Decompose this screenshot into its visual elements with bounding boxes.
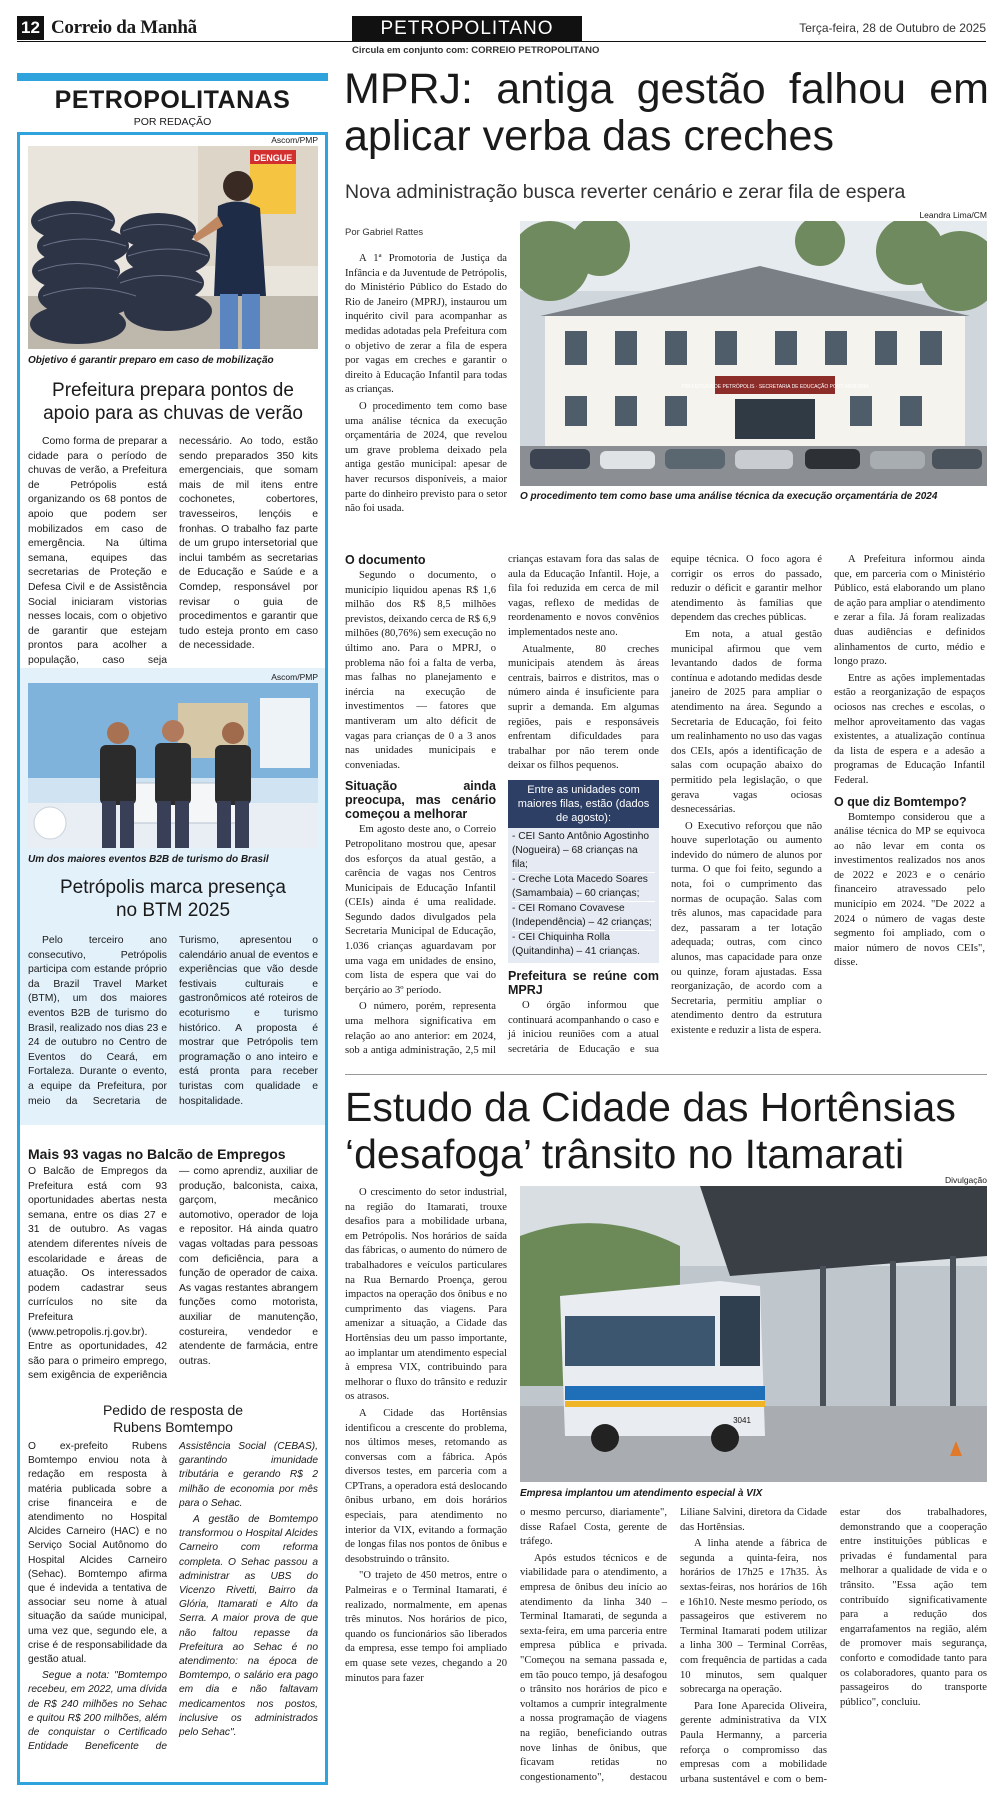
bus-number: 3041: [733, 1416, 751, 1425]
paragraph: Como forma de preparar a cidade para o período de chuvas de verão, a Prefeitura de Petrópolis está organizando os 68 pontos de apoio que podem ser mobilizados em caso de emergência. Na última semana, equipes das secretarias de Proteção e Defesa Civil e de Assistência Social iniciaram vistorias nesses locais, com o objetivo de garantir que estejam prontos para acolher a população, caso seja necessário. Ao todo, estão sendo preparados 350 kits emergenciais, que somam mais de mil itens entre cochonetes, cobertores, travesseiros, lençóis e fronhas. O trabalho faz parte de um grupo intersetorial que inclui também as secretarias de Educação e Saúde e a Comdep, responsável por revisar o guia de procedimentos e garantir que tudo esteja pronto em caso de necessidade.: [28, 436, 318, 666]
photo-credit: Divulgação: [944, 1175, 987, 1185]
photo-btm-stand: [28, 683, 318, 848]
paragraph: Bomtempo considerou que a análise técnica do MP se equivoca ao não levar em conta os investimentos realizados nos anos de 2022 e 2023 e o cenário financeiro atravessado pelo município em 2024. "De 2022 a 2024 o número de vagas deste segmento foi ampliado, com o maior número de novos CEIs", disse.: [834, 811, 985, 969]
photo-caption: Empresa implantou um atendimento especial à VIX: [520, 1488, 763, 1499]
paragraph: O órgão informou que continuará acompanhando o caso e já iniciou reuniões com a atual secretária de Educação e sua equipe técnica. O foco agora é corrigir os erros do passado, reduzir o déficit e garantir melhor atendimento às famílias que dependem das creches públicas.: [508, 554, 822, 1055]
paragraph: O número, porém, representa uma melhora significativa em relação ao ano anterior: em 2024, sob a antiga administração, 2,5 mil crianças estavam fora das salas de aula da Educação Infantil. Hoje, a fila foi reduzida em cerca de mil vagas, reflexo de medidas de reordenamento e novos convênios implementados neste ano.: [345, 554, 659, 1057]
photo-bus-terminal: [520, 1186, 987, 1482]
paragraph: O Executivo reforçou que não houve superlotação ou aumento indevido do número de alunos por turma. O que foi feito, segundo a nota, foi o cumprimento das normas de ocupação. Salas com três alunos, mas capacidade para dez, passaram a ter lotação adequada; outras, com cinco alunos, mas capacidade para onze ou quinze, foram ajustadas. Essa reorganização, de acordo com a Secretaria, permitiu ampliar o atendimento dentro da estrutura existente e reduzir a lista de espera.: [671, 820, 822, 1036]
story-body: [28, 1165, 318, 1384]
education-building-illustration: [520, 221, 987, 486]
sidebar-story-rain: [28, 135, 318, 666]
page-number: 12: [17, 16, 44, 40]
paragraph: O ex-prefeito Rubens Bomtempo enviou nota à redação em resposta à matéria publicada sobre a crise financeira e de atendimento no Hospital Alcides Carneiro (HAC) e no Serviço Social Autônomo do Hospital Alcides Carneiro (Sehac). Bomtempo afirma que é indevida a tentativa de associar seu nome à atual situação da saúde municipal, uma vez que, segundo ele, a crise é de responsabilidade da gestão atual.: [28, 1441, 167, 1666]
circulation-note: Circula em conjunto com: CORREIO PETROPOLITANO: [352, 45, 600, 56]
story-body: [28, 1440, 318, 1754]
main-article-body: [345, 553, 985, 1066]
paragraph: Entre as ações implementadas estão a reorganização de espaços ociosos nas creches e escolas, o melhor aproveitamento das vagas existentes, a atualização contínua da lista de espera e a adesão a programas de Educação Infantil Federal.: [834, 672, 985, 786]
main-byline: Por Gabriel Rattes: [345, 227, 424, 238]
paragraph: A gestão de Bomtempo transformou o Hospital Alcides Carneiro com reforma completa. O Sehac passou a administrar as UBS do Vicenzo Rivetti, Bairro da Glória, Itamarati e Alto da Serra. A maior prova de que não faltou repasse da Prefeitura ao Sehac é no atendimento: na época de Bomtempo, o salário era pago em dia e não faltavam medicamentos nos postos, inclusive os administrados pelo Sehac".: [179, 1514, 318, 1739]
info-box: [508, 780, 659, 963]
paragraph: Após estudos técnicos e de viabilidade para o atendimento, a empresa de ônibus deu início ao atendimento da linha 340 – Terminal Itamarati, de segunda a sexta-feira, em uma parceria entre empresa pública e privada. "Começou na semana passada e, em tão pouco tempo, já desafogou o trânsito nos horários de pico e voltamos a cumprir integralmente a nossa programação de viagens na região, beneficiando outras nove linhas de ônibus, que ficavam retidas no congestionamento", destacou Liliane Salvini, diretora da Cidade das Hortênsias.: [520, 1507, 827, 1783]
main-subheadline: Nova administração busca reverter cenário e zerar fila de espera: [345, 181, 906, 203]
paragraph: o mesmo percurso, diariamente", disse Rafael Costa, gerente de tráfego.: [520, 1507, 667, 1548]
story-headline: Petrópolis marca presença no BTM 2025: [60, 877, 286, 921]
paragraph: Pelo terceiro ano consecutivo, Petrópolis participa com estande próprio da Brazil Travel Market (BTM), um dos maiores eventos B2B de turismo do Brasil, realizado nos dias 23 e 24 de outubro no Centro de Eventos do Ceará, em Fortaleza. Durante o evento, a equipe da Prefeitura, por meio da Secretaria de Turismo, apresentou o calendário anual de eventos e experiências que vão desde festivais culturais e gastronômicos até roteiros de ecoturismo e turismo histórico. A proposta é mostrar que Petrópolis tem programação o ano inteiro e está pronta para receber turistas com qualidade e hospitalidade.: [28, 935, 318, 1107]
paragraph: A 1ª Promotoria de Justiça da Infância e da Juventude de Petrópolis, do Ministério Público do Estado do Rio de Janeiro (MPRJ), instaurou um inquérito civil para acompanhar as medidas adotadas pela Prefeitura com o objetivo de zerar a fila de espera por vagas em creches e garantir o direito à Educação Infantil para todas as crianças.: [345, 253, 507, 396]
paragraph: Atualmente, 80 creches municipais atendem às áreas centrais, bairros e distritos, mas o número ainda é insuficiente para suprir a demanda. Em algumas regiões, pais e responsáveis enfrentam dificuldades para trabalhar por não terem onde deixar os filhos pequenos.: [508, 643, 659, 772]
section-subhead: O que diz Bomtempo?: [834, 794, 967, 809]
header-rule: [17, 41, 986, 42]
paragraph: O crescimento do setor industrial, na região do Itamarati, trouxe desafios para a mobilidade urbana, em Petrópolis. Nos horários de saída das fábricas, o aumento do número de trabalhadores e veículos particulares na Rua Bernardo Proença, gerou impactos na operação dos ônibus e no cumprimento das viagens. Para amenizar a situação, a Cidade das Hortênsias deu um passo importante, ao implantar um atendimento especial à empresa VIX, contribuindo para melhorar o fluxo do trânsito e reduzir os atrasos.: [345, 1187, 507, 1403]
second-lead-column: [345, 1186, 507, 1786]
paragraph: A Cidade das Hortênsias identificou a crescente do problema, nos últimos meses, retomando as conversas com a fábrica. Após diversos testes, em parceria com a CPTrans, a operadora está deslocando ônibus urbano, em dois horários especiais, para atendimento no interior da VIX, evitando a formação de longas filas nos pontos de ônibus e desobstruindo o trânsito.: [345, 1407, 507, 1565]
section-subhead: Situação ainda preocupa, mas cenário começou a melhorar: [345, 779, 496, 822]
info-box-item: - Creche Lota Macedo Soares (Samambaia) – 60 crianças;: [512, 873, 655, 902]
sidebar-story-jobs: [28, 1146, 318, 1386]
story-body: [28, 435, 318, 669]
page-header: [17, 16, 986, 56]
btm-stand-illustration: [28, 683, 318, 848]
poster-text: DENGUE: [253, 153, 293, 163]
paragraph: Para Ione Aparecida Oliveira, gerente administrativa da VIX Paula Hermanny, a parceria reforça o compromisso das empresas com a mobilidade urbana sustentável e com o bem-estar dos trabalhadores, demonstrando que a cooperação entre instituições públicas e privadas é fundamental para melhorar a qualidade de vida e o trânsito. "Essa ação tem contribuído significativamente para a redução dos engarrafamentos na região, além de promover mais segurança, conforto e comodidade tanto para os colaboradores, quanto para os passageiros do transporte público", concluiu.: [680, 1507, 987, 1785]
second-headline: Estudo da Cidade das Hortênsias ‘desafoga’ trânsito no Itamarati: [345, 1084, 956, 1177]
second-article-body: [520, 1506, 987, 1791]
paragraph: "O trajeto de 450 metros, entre o Palmeiras e o Terminal Itamarati, é realizado, normalmente, em apenas três minutos. Nos horários de pico, quando os funcionários são liberados da empresa, esse tempo foi ampliado em quase sete vezes, chegando a 20 minutos para fazer: [345, 1570, 507, 1684]
section-subhead: O documento: [345, 553, 426, 567]
photo-caption: Um dos maiores eventos B2B de turismo do Brasil: [28, 854, 269, 865]
story-headline: Pedido de resposta de Rubens Bomtempo: [102, 1402, 244, 1435]
paragraph: Segundo o documento, o município liquidou apenas R$ 1,6 milhão dos R$ 8,5 milhões previstos, deixando cerca de R$ 6,9 milhões (80,76%) sem execução no último ano. Para o MPRJ, o problema não foi a falta de verba, mas falhas no planejamento e inércia na execução de investimentos — fatores que mantiveram um alto déficit de vagas para crianças de 0 a 3 anos nas unidades municipais e conveniadas.: [345, 570, 496, 771]
people-figures: [100, 720, 251, 848]
sidebar-story-btm-content: [28, 672, 318, 1122]
info-box-title: Entre as unidades com maiores filas, estão (dados de agosto):: [508, 780, 659, 828]
main-lead-column: [345, 252, 507, 542]
photo-emergency-kits: [28, 146, 318, 349]
main-headline: MPRJ: antiga gestão falhou em aplicar verba das creches: [344, 65, 989, 160]
paragraph: O procedimento tem como base uma análise técnica da execução orçamentária de 2024, que revelou um grave problema deixado pela antiga gestão municipal: apesar de haver recursos disponíveis, a maior parte do dinheiro previsto para o setor não foi usada.: [345, 400, 507, 515]
bus-terminal-illustration: [520, 1186, 987, 1482]
emergency-kits-illustration: [28, 146, 318, 349]
paragraph: A Prefeitura informou ainda que, em parceria com o Ministério Público, está elaborando um plano de ação para ampliar o atendimento e zerar a fila. Já foram realizadas duas audiências e definidos alinhamentos de curto, médio e longo prazo.: [834, 554, 985, 668]
paragraph: Segue a nota: "Bomtempo recebeu, em 2022, uma dívida de R$ 240 milhões no Sehac e quitou R$ 200 milhões, além de conquistar o Certificado Entidade Beneficente de Assistência Social (CEBAS), garantindo imunidade tributária e gerando R$ 2 milhão de economia por mês para o Sehac.: [28, 1441, 318, 1753]
sidebar-title: PETROPOLITANAS: [54, 86, 291, 114]
building-sign-text: PREFEITURA DE PETRÓPOLIS · SECRETARIA DE EDUCAÇÃO PORT MEMÓRIA: [681, 384, 869, 390]
paragraph: Em nota, a atual gestão municipal afirmou que vem levantando dados de forma contínua e adotando medidas desde janeiro de 2025 para ampliar o atendimento na área. Segundo a Secretaria de Educação, foi feito um realinhamento no uso das vagas dos CEIs, após a identificação de salas com ocupação abaixo do permitido pela legislação, o que gerava vagas ociosas desnecessárias.: [671, 628, 822, 816]
city-bus: [560, 1281, 765, 1452]
sidebar-top-bar: [17, 73, 328, 81]
sidebar-story-bomtempo: [28, 1402, 318, 1780]
photo-caption: O procedimento tem como base uma análise técnica da execução orçamentária de 2024: [520, 491, 938, 502]
info-box-item: - CEI Romano Covavese (Independência) – 42 crianças;: [512, 902, 655, 931]
paragraph: Em agosto deste ano, o Correio Petropolitano mostrou que, apesar dos esforços da atual gestão, a carência de vagas nos Centros Municipais de Educação Infantil (CEIs) ainda é uma realidade. Segundo dados divulgados pela Secretaria Municipal de Educação, 1.036 crianças aguardavam por uma vaga em unidades de ensino, com lista de espera que vai do berçário ao 3º período.: [345, 824, 496, 996]
sidebar-byline: POR REDAÇÃO: [133, 116, 212, 128]
masthead-logo: Correio da Manhã: [51, 17, 197, 38]
section-label: PETROPOLITANO: [352, 16, 582, 41]
photo-credit: Leandra Lima/CM: [919, 210, 987, 220]
story-headline: Prefeitura prepara pontos de apoio para as chuvas de verão: [43, 380, 303, 424]
worker-figure: [223, 171, 253, 201]
info-box-item: - CEI Chiquinha Rolla (Quitandinha) – 41 crianças.: [512, 931, 640, 957]
photo-credit: Ascom/PMP: [271, 672, 318, 682]
section-subhead: Prefeitura se reúne com MPRJ: [508, 968, 659, 997]
info-box-item: - CEI Santo Antônio Agostinho (Nogueira) – 68 crianças na fila;: [512, 830, 655, 873]
photo-education-building: [520, 221, 987, 486]
photo-credit: Ascom/PMP: [271, 135, 318, 145]
paragraph: A linha atende a fábrica de segunda a quinta-feira, nos horários de 17h25 e 17h35. Às sextas-feiras, nos horários de 16h e 16h10. Neste mesmo período, os passageiros que estiverem no Terminal Itamarati podem utilizar a linha 300 – Terminal Corrêas, com frequência de partidas a cada 10 minutos, sem qualquer sobrecarga na operação.: [680, 1538, 827, 1696]
paragraph: O Balcão de Empregos da Prefeitura está com 93 oportunidades abertas nesta semana, entre os dias 27 e 31 de outubro. As vagas atendem diferentes níveis de escolaridade e áreas de atuação. Os interessados podem cadastrar seus currículos no site da Prefeitura (www.petropolis.rj.gov.br). Entre as oportunidades, 42 são para o primeiro emprego, sem exigência de experiência — como aprendiz, auxiliar de produção, balconista, caixa, garçom, mecânico automotivo, operador de loja e repositor. Há ainda quatro vagas voltadas para pessoas com deficiência, para a função de operador de caixa. As vagas restantes abrangem funções como motorista, auxiliar de manutenção, costureira, vendedor e atendente de farmácia, entre outras.: [28, 1166, 318, 1382]
story-headline: Mais 93 vagas no Balcão de Empregos: [28, 1146, 286, 1162]
section-divider: [345, 1074, 987, 1075]
issue-date: Terça-feira, 28 de Outubro de 2025: [799, 21, 986, 35]
story-body: [28, 934, 318, 1110]
photo-caption: Objetivo é garantir preparo em caso de mobilização: [28, 355, 274, 366]
